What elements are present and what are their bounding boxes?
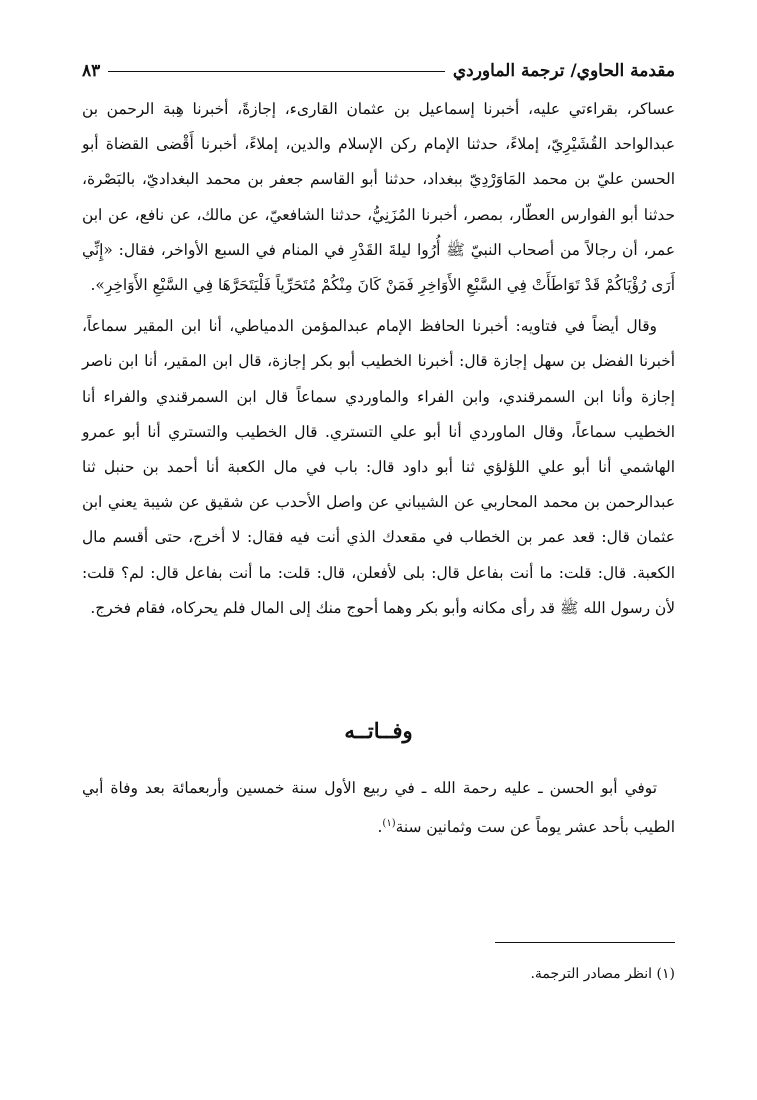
- page-number: ٨٣: [82, 61, 101, 81]
- paragraph-death: توفي أبو الحسن ـ عليه رحمة الله ـ في ربيع الأول سنة خمسين وأربعمائة بعد وفاة أبي الطيب بأحد عشر يوماً عن ست وثمانين سنة$^{(١)}$.: [82, 779, 675, 837]
- death-text: توفي أبو الحسن ـ عليه رحمة الله ـ في ربيع الأول سنة خمسين وأربعمائة بعد وفاة أبي الطيب بأحد عشر يوماً عن ست وثمانين سنة: [82, 779, 675, 837]
- death-section-text: [82, 770, 675, 845]
- footnote-separator: [495, 942, 675, 943]
- page-header: [82, 56, 675, 86]
- paragraph-fatawa: وقال أيضاً في فتاويه: أخبرنا الحافظ الإمام عبدالمؤمن الدمياطي، أنا ابن المقير سماعاً، أخبرنا الفضل بن سهل إجازة قال: أخبرنا الخطيب أبو بكر إجازة، قال ابن المقير، أنا ابن ناصر إجازة وأنا ابن السمرقندي، وابن الفراء والماوردي سماعاً قال ابن السمرقندي والفراء أنا الخطيب سماعاً، وقال الماوردي أنا أبو علي التستري. قال الخطيب والتستري أنا أبو عمرو الهاشمي أنا أبو علي اللؤلؤي ثنا أبو داود قال: باب في مال الكعبة أنا أحمد بن حنبل ثنا عبدالرحمن بن محمد المحاربي عن الشيباني عن واصل الأحدب عن شقيق عن شيبة يعني ابن عثمان قال: قعد عمر بن الخطاب في مقعدك الذي أنت فيه فقال: لا أخرج، حتى أقسم مال الكعبة. قال: قلت: ما أنت بفاعل قال: بلى لأفعلن، قال: قلت: ما أنت بفاعل قال: لم؟ قلت: لأن رسول الله ﷺ قد رأى مكانه وأبو بكر وهما أحوج منك إلى المال فلم يحركاه، فقام فخرج.: [82, 317, 675, 617]
- footnote: (١) انظر مصادر الترجمة.: [530, 966, 675, 982]
- paragraph-hadith-chain: عساكر، بقراءتي عليه، أخبرنا إسماعيل بن عثمان القارىء، إجازةً، أخبرنا هِبة الرحمن بن عبدالواحد القُشَيْرِيّ، إملاءً، حدثنا الإمام ركن الإسلام والدين، إملاءً، أخبرنا أَقْضى القضاة أبو الحسن عليّ بن محمد المَاوَرْدِيّ ببغداد، حدثنا أبو القاسم جعفر بن محمد البغداديّ، بالبَصْرة، حدثنا أبو الفوارس العطّار، بمصر، أخبرنا المُزَنِيُّ، حدثنا الشافعيّ، عن مالك، عن نافع، عن ابن عمر، أن رجالاً من أصحاب النبيّ ﷺ أُرُوا ليلةَ القَدْرِ في المنام في السبع الأواخر، فقال: «إِنِّي أَرَى رُؤْيَاكُمْ قَدْ تَوَاطَأَتْ فِي السَّبْعِ الأَوَاخِرِ فَمَنْ كَانَ مِنْكُمْ مُتَحَرِّياً فَلْيَتَحَرَّهَا فِي السَّبْعِ الأَوَاخِرِ».: [82, 100, 675, 295]
- footnote-reference: (١): [382, 818, 396, 829]
- section-heading-death: وفــاتــه: [344, 718, 413, 743]
- running-title: مقدمة الحاوي/ ترجمة الماوردي: [452, 61, 675, 81]
- main-text: [82, 92, 675, 626]
- header-rule: [108, 71, 445, 72]
